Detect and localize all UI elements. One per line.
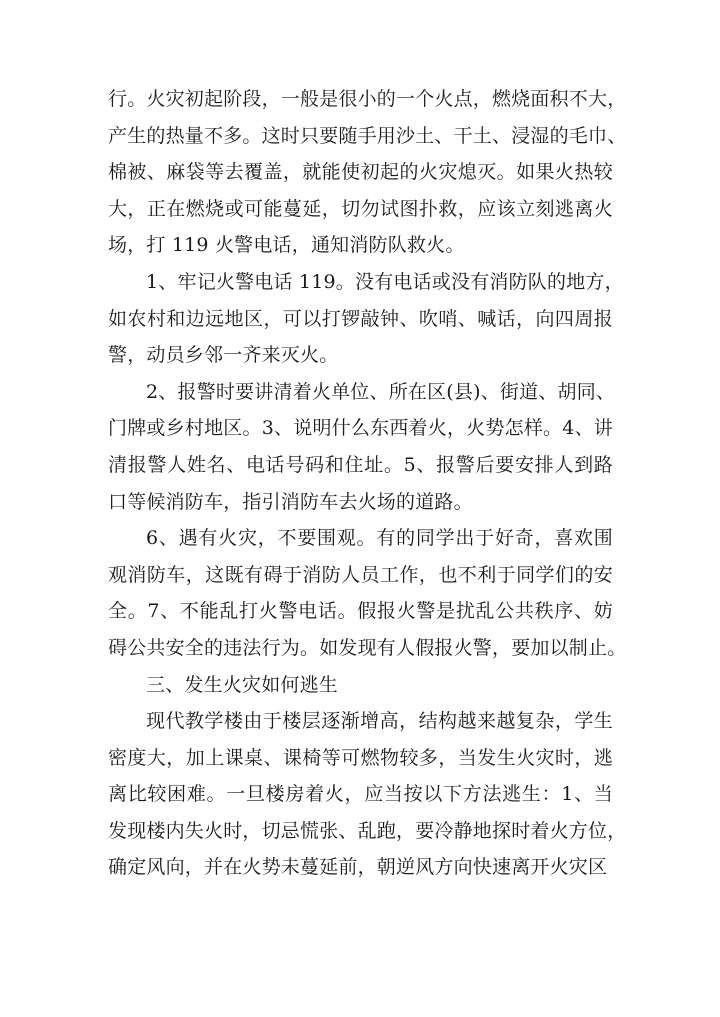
paragraph-line: 全。7、不能乱打火警电话。假报火警是扰乱公共秩序、妨 (108, 600, 613, 623)
paragraph (108, 520, 627, 666)
paragraph-line: 2、报警时要讲清着火单位、所在区(县)、街道、胡同、 (146, 380, 616, 403)
paragraph-line: 警，动员乡邻一齐来灭火。 (108, 344, 339, 367)
paragraph-line: 现代教学楼由于楼层逐渐增高，结构越来越复杂，学生 (146, 710, 613, 733)
paragraph-line: 6、遇有火灾，不要围观。有的同学出于好奇，喜欢围 (146, 527, 613, 550)
paragraph-line: 口等候消防车，指引消防车去火场的道路。 (108, 490, 473, 513)
paragraph (108, 374, 616, 520)
paragraph-line: 场，打 119 火警电话，通知消防队救火。 (108, 234, 465, 257)
paragraph-line: 如农村和边远地区，可以打锣敲钟、吹哨、喊话，向四周报 (108, 307, 613, 330)
paragraph-line: 发现楼内失火时，切忌慌张、乱跑，要冷静地探时着火方位， (108, 819, 627, 842)
paragraph (108, 667, 613, 704)
paragraph-line: 三、发生火灾如何逃生 (146, 673, 339, 696)
paragraph-line: 清报警人姓名、电话号码和住址。5、报警后要安排人到路 (108, 453, 613, 476)
paragraph-line: 碍公共安全的违法行为。如发现有人假报火警，要加以制止。 (108, 636, 627, 659)
paragraph-line: 1、牢记火警电话 119。没有电话或没有消防队的地方， (146, 270, 624, 293)
paragraph-line: 门牌或乡村地区。3、说明什么东西着火，火势怎样。4、讲 (108, 417, 613, 440)
document-body (108, 81, 627, 886)
paragraph (108, 703, 627, 886)
paragraph-line: 密度大，加上课桌、课椅等可燃物较多，当发生火灾时，逃 (108, 746, 613, 769)
paragraph-line: 行。火灾初起阶段，一般是很小的一个火点，燃烧面积不大， (108, 88, 627, 110)
paragraph-line: 离比较困难。一旦楼房着火，应当按以下方法逃生：1、当 (108, 783, 613, 806)
paragraph-line: 大，正在燃烧或可能蔓延，切勿试图扑救，应该立刻逃离火 (108, 197, 613, 220)
paragraph-line: 确定风向，并在火势未蔓延前，朝逆风方向快速离开火灾区 (108, 856, 608, 879)
paragraph-line: 棉被、麻袋等去覆盖，就能使初起的火灾熄灭。如果火热较 (108, 161, 613, 184)
paragraph-line: 观消防车，这既有碍于消防人员工作，也不利于同学们的安 (108, 563, 613, 586)
paragraph (108, 81, 627, 264)
paragraph (108, 264, 624, 374)
paragraph-line: 产生的热量不多。这时只要随手用沙土、干土、浸湿的毛巾、 (108, 124, 627, 147)
